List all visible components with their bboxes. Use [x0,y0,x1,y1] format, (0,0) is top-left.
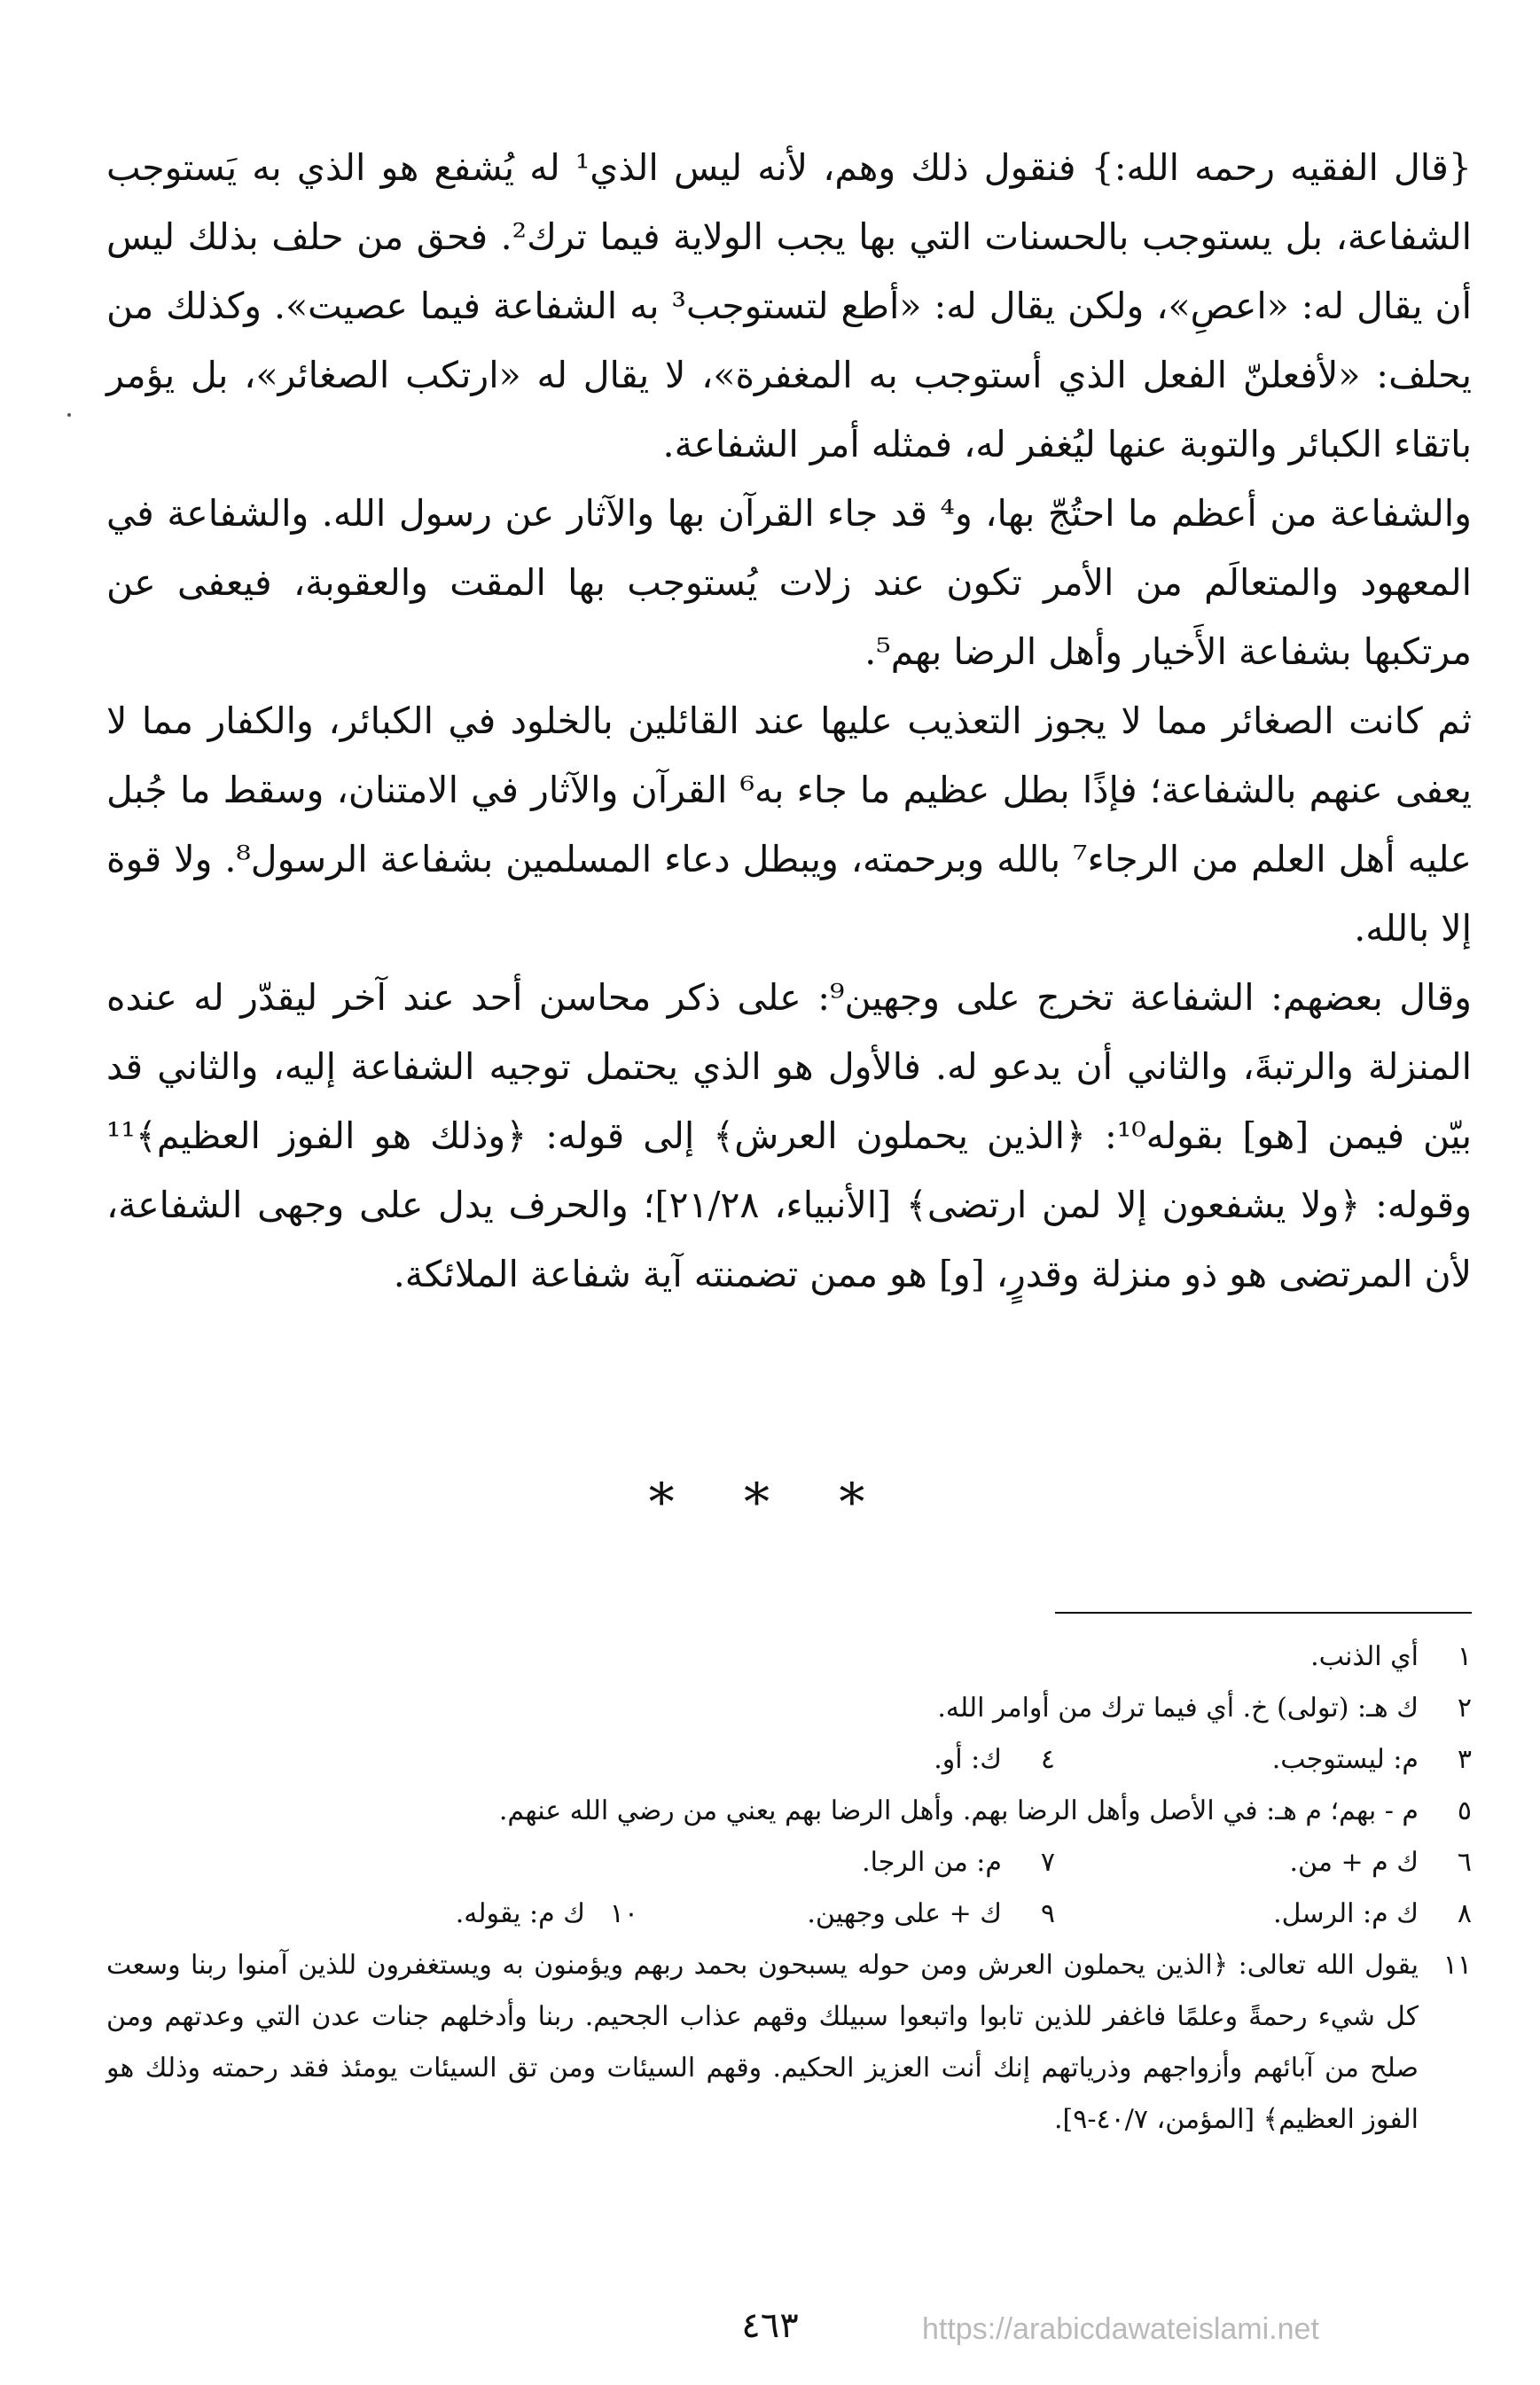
footnote-text: ك هـ: (تولى) خ. أي فيما ترك من أوامر الله. [937,1693,1419,1724]
footnote-6 [1055,1837,1472,1888]
footnote-number: ٧ [1040,1847,1055,1878]
footnote-5 [106,1786,1472,1837]
footnote-row-6-7 [106,1837,1472,1888]
paragraph-2: والشفاعة من أعظم ما احتُجّ بها، و⁴ قد جاء القرآن بها والآثار عن رسول الله. والشفاعة في المعهود والمتعالَم من الأمر تكون عند زلات يُستوجب بها المقت والعقوبة، فيعفى عن مرتكبها بشفاعة الأَخيار وأهل الرضا بهم⁵. [106,492,1472,673]
footnotes [106,1631,1472,2146]
footnote-number: ٨ [1457,1898,1472,1929]
footnote-text: أي الذنب. [1310,1641,1419,1672]
paragraph-4: وقال بعضهم: الشفاعة تخرج على وجهين⁹: على ذكر محاسن أحد عند آخر ليقدّر له عنده المنزلة والرتبةَ، والثاني أن يدعو له. فالأول هو الذي يحتمل توجيه الشفاعة إليه، والثاني قد بيّن فيمن [هو] بقوله¹⁰: ﴿الذين يحملون العرش﴾ إلى قوله: ﴿وذلك هو الفوز العظيم﴾¹¹ وقوله: ﴿ولا يشفعون إلا لمن ارتضى﴾ [الأنبياء، ٢١/٢٨]؛ والحرف يدل على وجهى الشفاعة، لأن المرتضى هو ذو منزلة وقدرٍ، [و] هو ممن تضمنته آية شفاعة الملائكة. [106,976,1473,1295]
footnote-number: ٢ [1457,1693,1472,1724]
footnote-number: ١٠ [609,1898,638,1929]
watermark-url: https://arabicdawateislami.net [922,2312,1319,2346]
paragraph-3: ثم كانت الصغائر مما لا يجوز التعذيب عليها عند القائلين بالخلود في الكبائر، والكفار مما لا يعفى عنهم بالشفاعة؛ فإذًا بطل عظيم ما جاء به⁶ القرآن والآثار في الامتنان، وسقط ما جُبل عليه أهل العلم من الرجاء⁷ بالله وبرحمته، ويبطل دعاء المسلمين بشفاعة الرسول⁸. ولا قوة إلا بالله. [106,700,1473,950]
footnote-rule [1055,1612,1472,1614]
section-separator: * * * [648,1472,892,1532]
footnote-10 [177,1888,638,1940]
footnote-text: ك م: يقوله. [455,1898,585,1929]
footnote-row-3-4 [106,1734,1472,1786]
scan-speck [67,413,71,417]
footnote-number: ٤ [1040,1744,1055,1775]
footnote-text: يقول الله تعالى: ﴿الذين يحملون العرش ومن حوله يسبحون بحمد ربهم ويؤمنون به ويستغفرون للذين آمنوا ربنا وسعت كل شيء رحمةً وعلمًا فاغفر للذين تابوا واتبعوا سبيلك وقهم عذاب الجحيم. ربنا وأدخلهم جنات عدن التي وعدتهم ومن صلح من آبائهم وأزواجهم وذرياتهم إنك أنت العزيز الحكيم. وقهم السيئات ومن تق السيئات يومئذ فقد رحمته وذلك هو الفوز العظيم﴾ [المؤمن، ٤٠/٧-٩]. [106,1950,1419,2135]
footnote-4 [638,1734,1055,1786]
footnote-number: ٥ [1457,1795,1472,1826]
footnote-text: م: ليستوجب. [1271,1744,1419,1775]
footnote-7 [638,1837,1055,1888]
footnote-1 [106,1631,1472,1683]
footnote-number: ٣ [1457,1744,1472,1775]
footnote-text: ك + على وجهين. [807,1898,1002,1929]
footnote-8 [1055,1888,1472,1940]
footnote-text: م - بهم؛ م هـ: في الأصل وأهل الرضا بهم. وأهل الرضا بهم يعني من رضي الله عنهم. [498,1795,1419,1826]
footnote-9 [638,1888,1055,1940]
footnote-11 [106,1940,1472,2146]
footnote-text: م: من الرجا. [862,1847,1002,1878]
footnote-number: ١١ [1442,1950,1472,1981]
footnote-row-8-10 [106,1888,1472,1940]
footnote-number: ٦ [1457,1847,1472,1878]
footnote-number: ٩ [1040,1898,1055,1929]
footnote-text: ك: أو. [934,1744,1002,1775]
main-text [106,133,1472,1309]
footnote-number: ١ [1457,1641,1472,1672]
page-number: ٤٦٣ [741,2305,799,2346]
footnote-text: ك م: الرسل. [1273,1898,1419,1929]
footnote-text: ك م + من. [1289,1847,1419,1878]
footnote-2 [106,1683,1472,1734]
paragraph-1: {قال الفقيه رحمه الله:} فنقول ذلك وهم، لأنه ليس الذي¹ له يُشفع هو الذي به يَستوجب الشفاعة، بل يستوجب بالحسنات التي بها يجب الولاية فيما ترك². فحق من حلف بذلك ليس أن يقال له: «اعصِ»، ولكن يقال له: «أطع لتستوجب³ به الشفاعة فيما عصيت». وكذلك من يحلف: «لأفعلنّ الفعل الذي أستوجب به المغفرة»، لا يقال له «ارتكب الصغائر»، بل يؤمر باتقاء الكبائر والتوبة عنها ليُغفر له، فمثله أمر الشفاعة. [106,146,1472,465]
footnote-3 [1055,1734,1472,1786]
